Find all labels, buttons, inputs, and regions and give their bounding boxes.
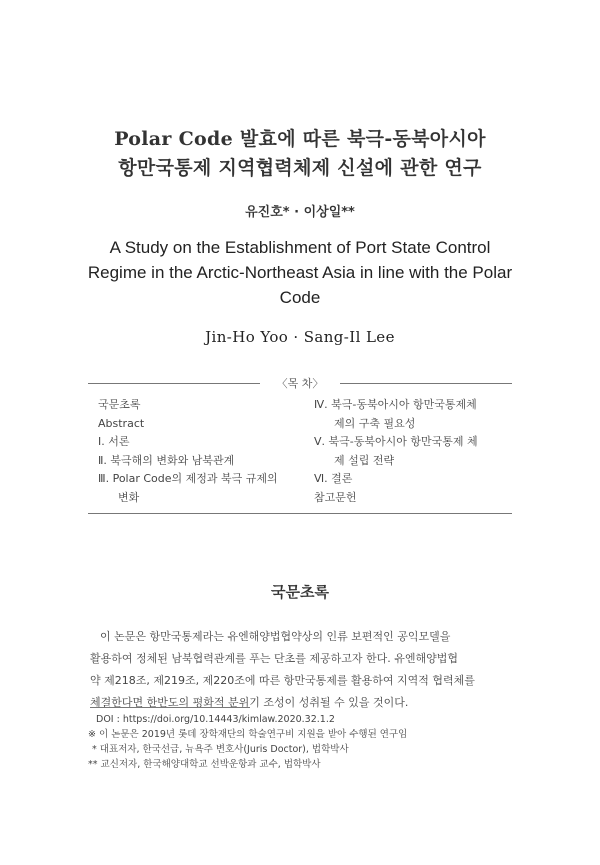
toc-item-korean-abstract[interactable]: 국문초록: [98, 398, 141, 411]
abstract-line: 체결한다면 한반도의 평화적 분위기 조성이 성취될 수 있을 것이다.: [90, 696, 409, 709]
toc-item-conclusion[interactable]: Ⅵ. 결론: [314, 472, 353, 485]
toc-item-references[interactable]: 참고문헌: [314, 490, 357, 504]
footnote-corresponding-author: ** 교신저자, 한국해양대학교 선박운항과 교수, 법학박사: [88, 759, 321, 770]
abstract-line: 활용하여 정체된 남북협력관계를 푸는 단초를 제공하고자 한다. 유엔해양법협: [90, 652, 459, 665]
toc-item-section-2[interactable]: Ⅱ. 북극해의 변화와 남북관계: [98, 453, 235, 467]
abstract-body: [90, 626, 510, 714]
toc-divider: [88, 513, 512, 514]
title-english-line1: A Study on the Establishment of Port State Control: [109, 238, 491, 257]
toc-item-section-3[interactable]: Ⅲ. Polar Code의 제정과 북극 규제의 변화: [98, 472, 278, 504]
toc-heading: 〈목 차〉: [276, 377, 324, 390]
footnotes: [88, 712, 518, 772]
title-korean-line1: Polar Code 발효에 따른 북극-동북아시아: [114, 128, 486, 150]
title-english-line3: Code: [279, 288, 321, 307]
toc-item-section-5[interactable]: Ⅴ. 북극-동북아시아 항만국통제 체 제 설립 전략: [314, 435, 478, 467]
footnote-divider: [90, 707, 250, 708]
authors-korean: 유진호* · 이상일**: [245, 205, 355, 220]
toc-column-left: [98, 396, 298, 507]
footnote-first-author: * 대표저자, 한국선급, 뉴욕주 변호사(Juris Doctor), 법학박사: [92, 744, 349, 755]
title-english-line2: Regime in the Arctic-Northeast Asia in line with the Polar: [87, 263, 513, 282]
toc-item-introduction[interactable]: Ⅰ. 서론: [98, 435, 130, 448]
toc-divider: [340, 383, 512, 384]
footnote-funding: ※ 이 논문은 2019년 롯데 장학재단의 학술연구비 지원을 받아 수행된 연구임: [88, 729, 408, 740]
table-of-contents: [88, 375, 512, 515]
toc-column-right: [314, 396, 514, 507]
authors-english: Jin-Ho Yoo · Sang-Il Lee: [205, 328, 395, 346]
toc-divider: [88, 383, 260, 384]
toc-item-abstract[interactable]: Abstract: [98, 416, 145, 430]
doi-link[interactable]: DOI : https://doi.org/10.14443/kimlaw.2020.32.1.2: [96, 714, 335, 725]
abstract-heading: 국문초록: [271, 583, 329, 601]
toc-item-section-4[interactable]: Ⅳ. 북극-동북아시아 항만국통제체 제의 구축 필요성: [314, 398, 477, 430]
abstract-line: 이 논문은 항만국통제라는 유엔해양법협약상의 인류 보편적인 공익모델을: [100, 630, 451, 643]
abstract-line: 약 제218조, 제219조, 제220조에 따른 항만국통제를 활용하여 지역적 협력체를: [90, 674, 475, 687]
title-korean-line2: 항만국통제 지역협력체제 신설에 관한 연구: [118, 157, 482, 179]
